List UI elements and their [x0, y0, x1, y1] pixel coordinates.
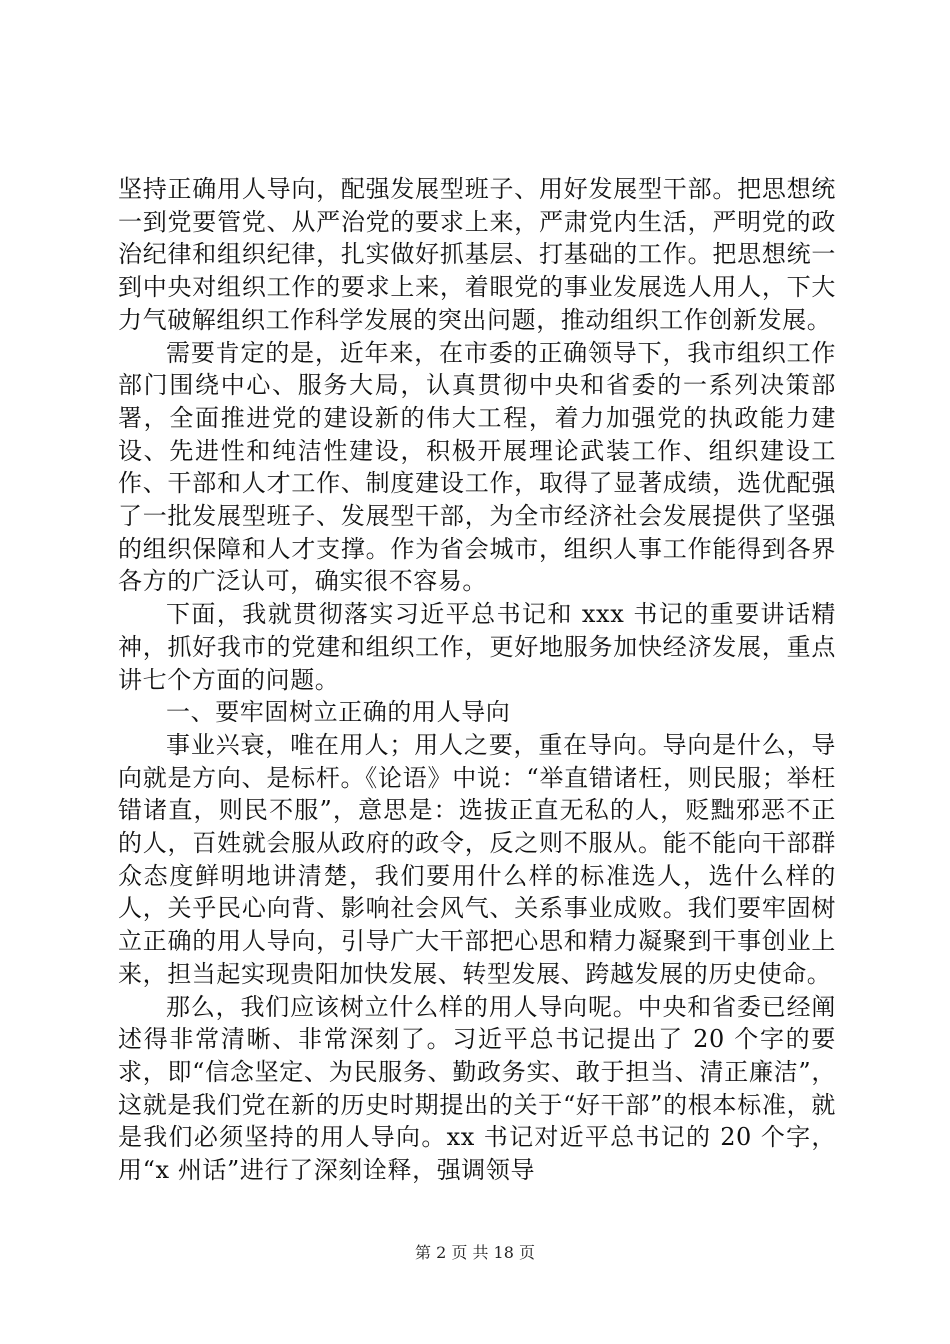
- paragraph-2: 需要肯定的是，近年来，在市委的正确领导下，我市组织工作部门围绕中心、服务大局，认真贯彻中央和省委的一系列决策部署，全面推进党的建设新的伟大工程，着力加强党的执政能力建设、先进性和纯洁性建设，积极开展理论武装工作、组织建设工作、干部和人才工作、制度建设工作，取得了显著成绩，选优配强了一批发展型班子、发展型干部，为全市经济社会发展提供了坚强的组织保障和人才支撑。作为省会城市，组织人事工作能得到各界各方的广泛认可，确实很不容易。: [118, 338, 836, 596]
- paragraph-3: 下面，我就贯彻落实习近平总书记和 xxx 书记的重要讲话精神，抓好我市的党建和组织工作，更好地服务加快经济发展，重点讲七个方面的问题。: [118, 600, 836, 694]
- paragraph-4: 事业兴衰，唯在用人；用人之要，重在导向。导向是什么，导向就是方向、是标杆。《论语》中说：“举直错诸枉，则民服；举枉错诸直，则民不服”，意思是：选拔正直无私的人，贬黜邪恶不正的人，百姓就会服从政府的政令，反之则不服从。能不能向干部群众态度鲜明地讲清楚，我们要用什么样的标准选人，选什么样的人，关乎民心向背、影响社会风气、关系事业成败。我们要牢固树立正确的用人导向，引导广大干部把心思和精力凝聚到干事创业上来，担当起实现贵阳加快发展、转型发展、跨越发展的历史使命。: [118, 730, 836, 988]
- paragraph-5: 那么，我们应该树立什么样的用人导向呢。中央和省委已经阐述得非常清晰、非常深刻了。习近平总书记提出了 20 个字的要求，即“信念坚定、为民服务、勤政务实、敢于担当、清正廉洁”，这就是我们党在新的历史时期提出的关于“好干部”的根本标准，就是我们必须坚持的用人导向。xx 书记对近平总书记的 20 个字，用“x 州话”进行了深刻诠释，强调领导: [118, 992, 836, 1185]
- section-heading-1: 一、要牢固树立正确的用人导向: [166, 698, 511, 727]
- paragraph-1: 坚持正确用人导向，配强发展型班子、用好发展型干部。把思想统一到党要管党、从严治党的要求上来，严肃党内生活，严明党的政治纪律和组织纪律，扎实做好抓基层、打基础的工作。把思想统一到中央对组织工作的要求上来，着眼党的事业发展选人用人，下大力气破解组织工作科学发展的突出问题，推动组织工作创新发展。: [118, 175, 836, 334]
- page-footer: [0, 1240, 950, 1263]
- page-number-label: 第 2 页 共 18 页: [415, 1243, 535, 1262]
- document-body: [118, 173, 836, 1187]
